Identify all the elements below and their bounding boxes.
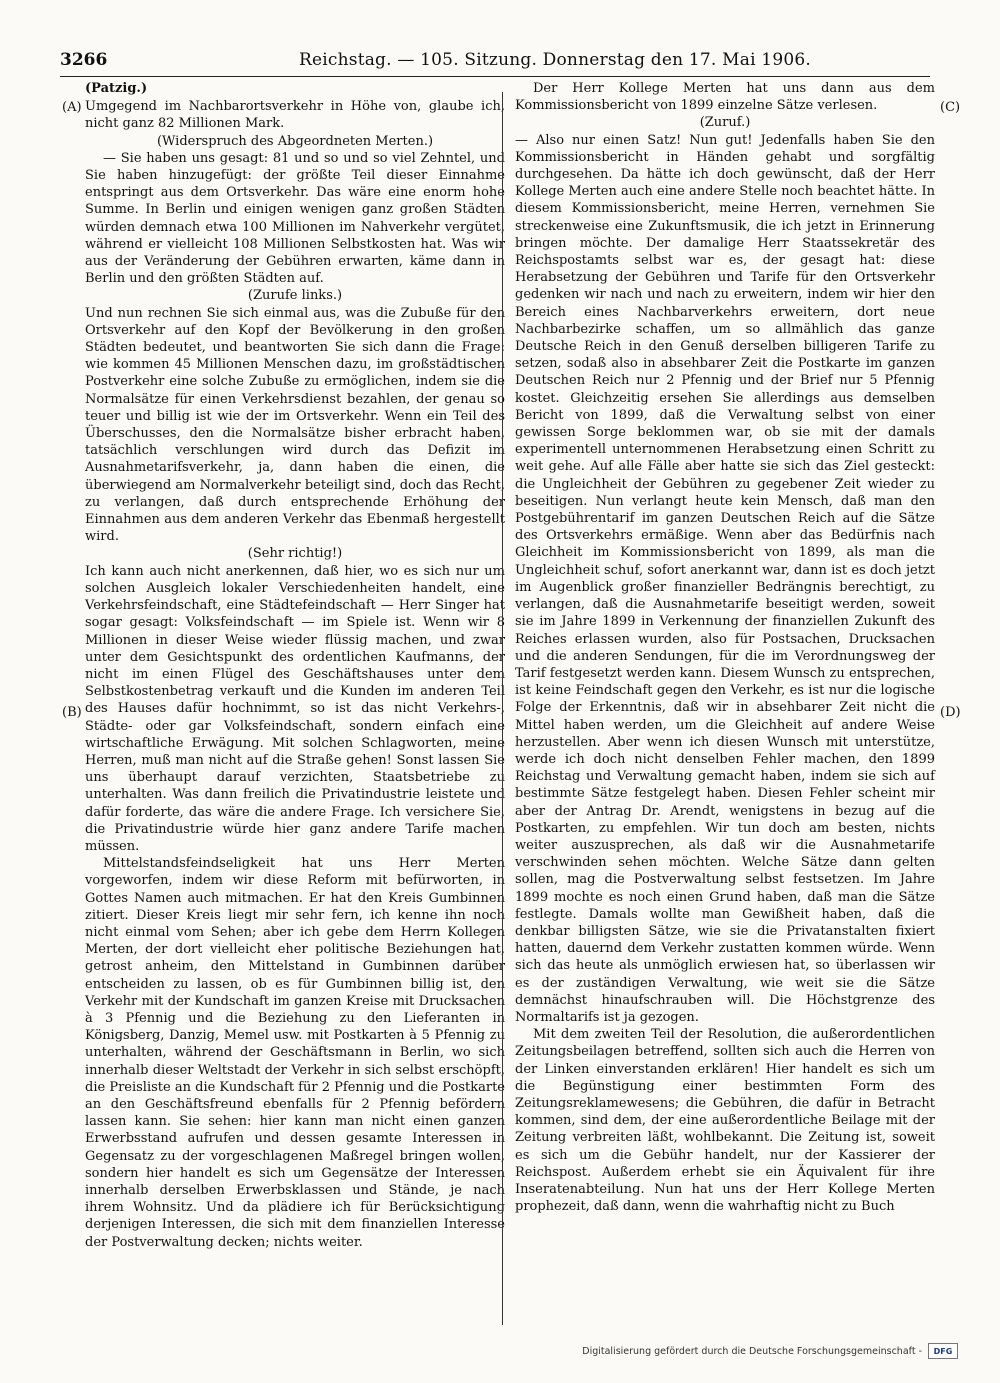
- interjection: (Widerspruch des Abgeordneten Merten.): [156, 133, 434, 149]
- footer: [582, 1343, 958, 1359]
- page-header: [60, 50, 930, 74]
- margin-marker-b: (B): [62, 705, 82, 720]
- right-column: [515, 80, 935, 1215]
- speaker-label: (Patzig.): [85, 81, 148, 96]
- margin-marker-a: (A): [62, 100, 82, 115]
- paragraph: Der Herr Kollege Merten hat uns dann aus dem Kommissionsbericht von 1899 einzelne Sätze verlesen.: [515, 81, 935, 114]
- header-rule: [60, 76, 930, 77]
- paragraph: — Sie haben uns gesagt: 81 und so und so viel Zehntel, und Sie haben hinzugefügt: der größte Teil dieser Einnahme entspringt aus dem Ortsverkehr. Das wäre eine enorm hohe Summe. In Berlin und einigen wenigen ganz großen Städten würden demnach etwa 100 Millionen im Nahverkehr vergütet, während er vielleicht 108 Millionen Selbstkosten hat. Was wir aus der Veränderung der Gebühren erwarten, käme dann in Berlin und den größten Städten auf.: [85, 150, 505, 287]
- paragraph: Mittelstandsfeindseligkeit hat uns Herr Merten vorgeworfen, indem wir diese Reform mit befürworten, in Gottes Namen auch mitmachen. Er hat den Kreis Gumbinnen zitiert. Dieser Kreis liegt mir sehr fern, ich kenne ihn noch nicht einmal vom Sehen; aber ich gebe dem Herrn Kollegen Merten, der dort vielleicht eher politische Beziehungen hat, getrost anheim, den Mittelstand in Gumbinnen darüber entscheiden zu lassen, ob es für Gumbinnen billig ist, den Verkehr mit der Kundschaft im ganzen Kreise mit Drucksachen à 3 Pfennig und die Beziehung zu den Lieferanten in Königsberg, Danzig, Memel usw. mit Postkarten à 5 Pfennig zu unterhalten, während der Geschäftsmann in Berlin, wo sich innerhalb dieser Weltstadt der Verkehr in sich selbst erschöpft, die Preisliste an die Kundschaft für 2 Pfennig und die Postkarte an den Geschäftsfreund ebenfalls für 2 Pfennig befördern lassen kann. Sie sehen: hier kann man nicht einen ganzen Erwerbsstand aufrufen und dessen gesamte Interessen in Gegensatz zu der vorgeschlagenen Maßregel bringen wollen, sondern hier handelt es sich um Gegensätze der Interessen innerhalb derselben Erwerbsklassen und Stände, je nach ihrem Wohnsitz. Und da plädiere ich für Berücksichtigung derjenigen Interessen, die sich mit dem finanziellen Interesse der Postverwaltung decken; nichts weiter.: [85, 856, 505, 1250]
- column-divider: [502, 92, 503, 1325]
- paragraph: Umgegend im Nachbarortsverkehr in Höhe von, glaube ich, nicht ganz 82 Millionen Mark.: [85, 99, 505, 132]
- page-number: 3266: [60, 50, 108, 70]
- interjection: (Sehr richtig!): [247, 546, 343, 562]
- running-title: Reichstag. — 105. Sitzung. Donnerstag den 17. Mai 1906.: [299, 50, 811, 70]
- margin-marker-d: (D): [940, 705, 961, 720]
- paragraph: Ich kann auch nicht anerkennen, daß hier, wo es sich nur um solchen Ausgleich lokaler Verschiedenheiten handelt, eine Verkehrsfeindschaft, eine Städtefeindschaft — Herr Singer hat sogar gesagt: Volksfeindschaft — im Spiele ist. Wenn wir 8 Millionen in dieser Weise wieder flüssig machen, und zwar unter dem Gesichtspunkt des ordentlichen Kaufmanns, der nicht im einen Flügel des Geschäftshauses unter dem Selbstkostenbetrag verkauft und die Kunden im anderen Teil des Hauses dafür hochnimmt, so ist das nicht Verkehrs-, Städte- oder gar Volksfeindschaft, sondern einfach eine wirtschaftliche Erwägung. Mit solchen Schlagworten, meine Herren, muß man nicht auf die Straße gehen! Sonst lassen Sie uns überhaupt darauf verzichten, Staatsbetriebe zu unterhalten. Was dann freilich die Privatindustrie leistete und dafür forderte, das wäre die andere Frage. Ich versichere Sie, die Privatindustrie würde hier ganz andere Tarife machen müssen.: [85, 563, 505, 854]
- margin-marker-c: (C): [940, 100, 961, 115]
- paragraph: Mit dem zweiten Teil der Resolution, die außerordentlichen Zeitungsbeilagen betreffend, sollten sich auch die Herren von der Linken einverstanden erklären! Hier handelt es sich um die Begünstigung einer bestimmten Form des Zeitungsreklamewesens; die Gebühren, die dafür in Betracht kommen, sind dem, der eine außerordentliche Beilage mit der Zeitung verbreiten läßt, wohlbekannt. Die Zeitung ist, soweit es sich um die Gebühr handelt, nur der Kassierer der Reichspost. Außerdem erhebt sie ein Äquivalent für ihre Inseratenabteilung. Nun hat uns der Herr Kollege Merten prophezeit, daß dann, wenn die wahrhaftig nicht zu Buch: [515, 1027, 935, 1215]
- interjection: (Zurufe links.): [247, 288, 343, 304]
- paragraph: — Also nur einen Satz! Nun gut! Jedenfalls haben Sie den Kommissionsbericht in Händen gehabt und sorgfältig durchgesehen. Da hätte ich doch gewünscht, daß der Herr Kollege Merten auch eine andere Stelle noch beachtet hätte. In diesem Kommissionsbericht, meine Herren, vernehmen Sie streckenweise eine Zukunftsmusik, die ich jetzt in Erinnerung bringen möchte. Der damalige Herr Staatssekretär des Reichspostamts selbst war es, der gesagt hat: diese Herabsetzung der Gebühren und Tarife für den Ortsverkehr gedenken wir nach und nach zu erweitern, indem wir hier den Bereich eines Nachbarverkehrs erweitern, dort neue Nachbarbezirke schaffen, um so allmählich das ganze Deutsche Reich in den Genuß derselben billigeren Tarife zu setzen, sodaß also in absehbarer Zeit die Postkarte im ganzen Deutschen Reich nur 2 Pfennig und der Brief nur 5 Pfennig kostet. Gleichzeitig ersehen Sie allerdings aus demselben Bericht von 1899, daß die Verwaltung selbst von einer gewissen Sorge beklommen war, ob sie mit der damals experimentell unternommenen Herabsetzung einen Schritt zu weit gehe. Auf alle Fälle aber hatte sie sich das Ziel gesteckt: die Ungleichheit der Gebühren zu gegebener Zeit wieder zu beseitigen. Nun verlangt heute kein Mensch, daß man den Postgebührentarif im ganzen Deutschen Reich auf die Sätze des Ortsverkehrs ermäßige. Wenn aber das Bedürfnis nach Gleichheit im Kommissionsbericht von 1899, als man die Ungleichheit schuf, sofort anerkannt war, dann ist es doch jetzt im Augenblick großer finanzieller Bedrängnis berechtigt, zu verlangen, daß die Ausnahmetarife beseitigt werden, soweit sie im Jahre 1899 in Verkennung der finanziellen Zukunft des Reiches erlassen wurden, also für Postsachen, Drucksachen und die anderen Sendungen, für die im Verordnungsweg der Tarif festgesetzt werden kann. Diesem Wunsch zu entsprechen, ist keine Feindschaft gegen den Verkehr, es ist nur die logische Folge der Erkenntnis, daß wir in absehbarer Zeit nicht die Mittel haben werden, um die Gleichheit auf andere Weise herzustellen. Aber wenn ich diesen Wunsch mit unterstütze, werde ich doch nicht denselben Fehler machen, den 1899 Reichstag und Verwaltung gemacht haben, indem sie sich auf bestimmte Sätze festgelegt haben. Diesen Fehler scheint mir aber der Antrag Dr. Arendt, wenigstens in bezug auf die Postkarten, zu empfehlen. Wir tun doch am besten, nichts weiter auszusprechen, als daß wir die Ausnahmetarife verschwinden sehen möchten. Welche Sätze dann gelten sollen, mag die Postverwaltung selbst festsetzen. Im Jahre 1899 mochte es noch einen Grund haben, daß man die Sätze festlegte. Damals wollte man Gewißheit haben, daß die denkbar billigsten Sätze, wie sie die Privatanstalten fixiert hatten, dauernd dem Verkehr zustatten kommen würde. Wenn sich das heute als unmöglich erwiesen hat, so überlassen wir es der zuständigen Verwaltung, wie weit sie die Sätze demnächst hinaufschrauben will. Die Höchstgrenze des Normaltarifs ist ja gezogen.: [515, 132, 935, 1025]
- footer-credit: Digitalisierung gefördert durch die Deutsche Forschungsgemeinschaft -: [582, 1345, 922, 1357]
- paragraph: Und nun rechnen Sie sich einmal aus, was die Zubuße für den Ortsverkehr auf den Kopf der Bevölkerung in den großen Städten bedeutet, und beantworten Sie sich dann die Frage: wie kommen 45 Millionen Menschen dazu, im großstädtischen Postverkehr eine solche Zubuße zu ermöglichen, indem sie die Normalsätze für einen Verkehrsdienst bezahlen, der genau so teuer und billig ist wie der im Ortsverkehr. Wenn ein Teil des Überschusses, den die Normalsätze bisher erbracht haben, tatsächlich verschlungen wird durch das Defizit im Ausnahmetarifsverkehr, ja, dann haben die einen, die überwiegend am Normalverkehr beteiligt sind, doch das Recht, zu verlangen, daß durch entsprechende Erhöhung der Einnahmen aus dem anderen Verkehr das Ebenmaß hergestellt wird.: [85, 305, 505, 545]
- left-column: [85, 80, 505, 1251]
- interjection: (Zuruf.): [699, 115, 751, 131]
- dfg-logo-icon: DFG: [928, 1343, 958, 1359]
